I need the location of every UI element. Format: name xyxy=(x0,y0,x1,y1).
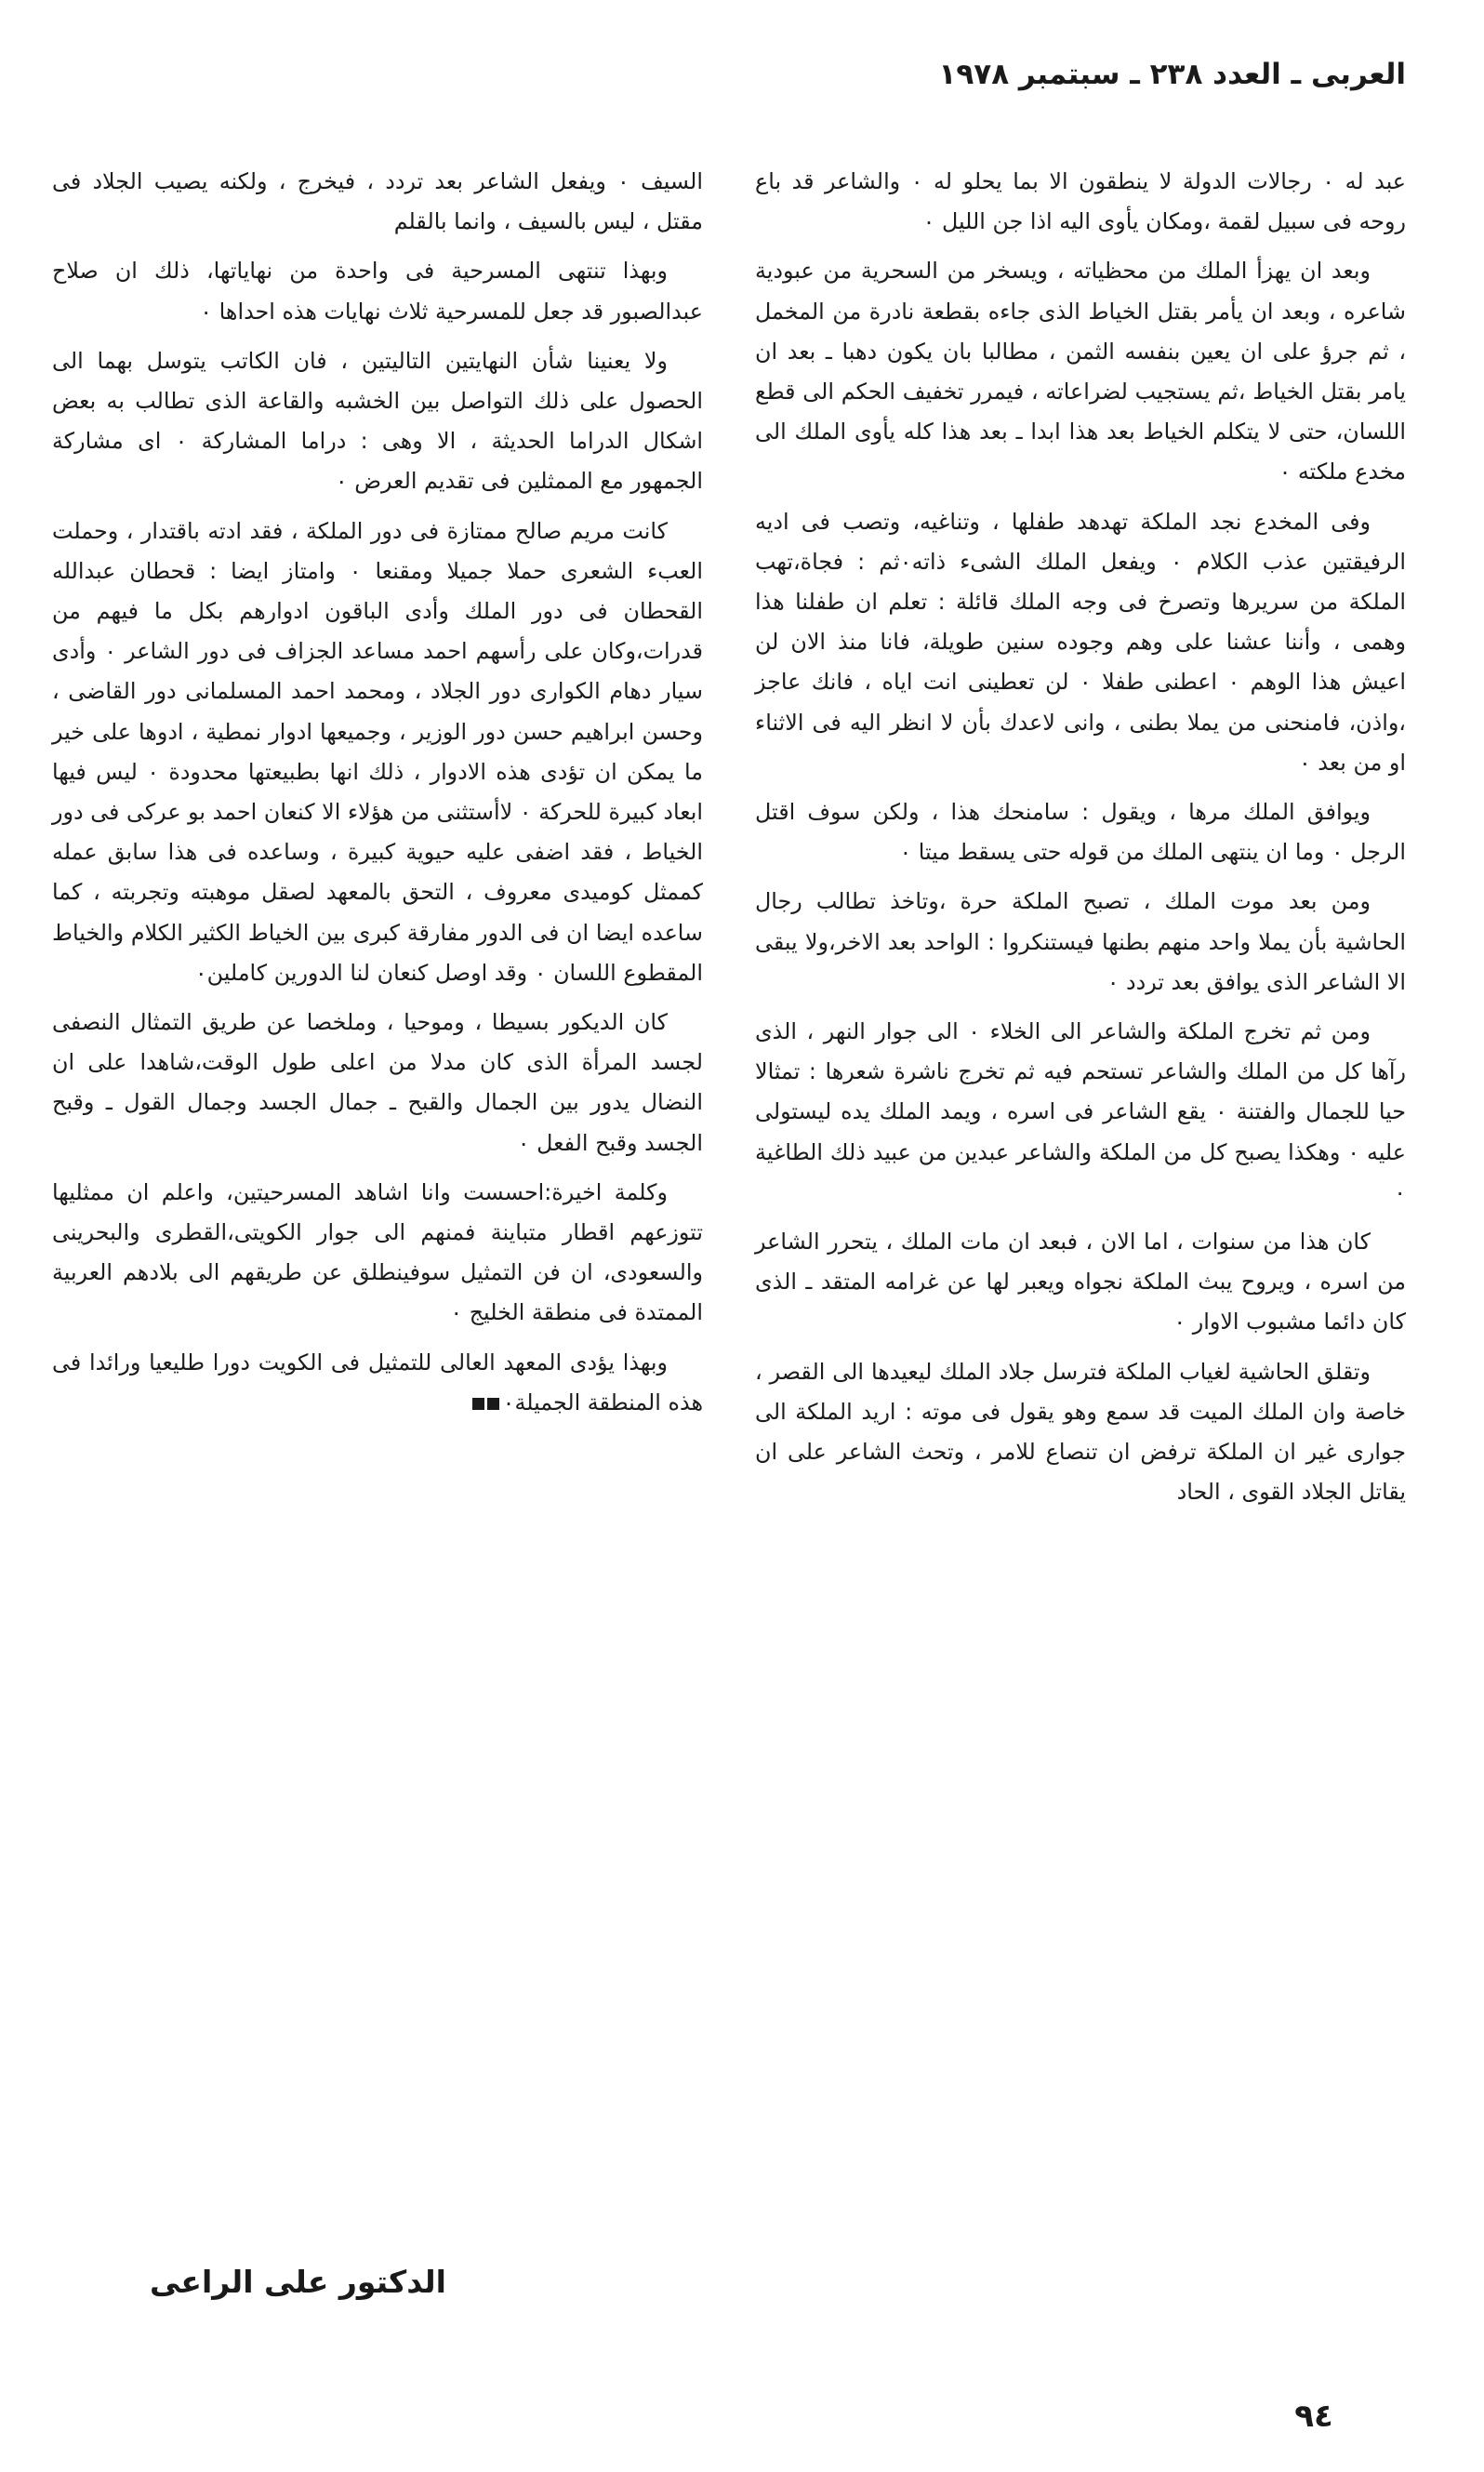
paragraph: وكلمة اخيرة:احسست وانا اشاهد المسرحيتين، واعلم ان ممثليها تتوزعهم اقطار متباينة فمنهم الى جوار الكويتى،القطرى والبحرينى والسعودى، ان فن التمثيل سوفينطلق عن طريقهم الى بلادهم العربية الممتدة فى منطقة الخليج ٠ xyxy=(52,1178,703,1326)
page-number: ٩٤ xyxy=(1294,2398,1333,2435)
paragraph: ومن ثم تخرج الملكة والشاعر الى الخلاء ٠ الى جوار النهر ، الذى رآها كل من الملك والشاعر تستحم فيه ثم تخرج ناشرة شعرها : تمثالا حيا للجمال والفتنة ٠ يقع الشاعر فى اسره ، ويمد الملك يده ليستولى عليه ٠ وهكذا يصبح كل من الملكة والشاعر عبدين من عبيد ذلك الطاغية ٠ xyxy=(755,1018,1406,1205)
paragraph: ويوافق الملك مرها ، ويقول : سامنحك هذا ، ولكن سوف اقتل الرجل ٠ وما ان ينتهى الملك من قوله حتى يسقط ميتا ٠ xyxy=(755,799,1406,866)
paragraph: كان هذا من سنوات ، اما الان ، فبعد ان مات الملك ، يتحرر الشاعر من اسره ، ويروح يبث الملكة نجواه ويعبر لها عن غرامه المتقد ـ الذى كان دائما مشبوب الاوار ٠ xyxy=(755,1229,1406,1336)
article-column-left xyxy=(52,162,703,1432)
running-header: العربى ـ العدد ٢٣٨ ـ سبتمبر ١٩٧٨ xyxy=(938,58,1406,91)
final-paragraph xyxy=(52,1343,703,1423)
paragraph: كان الديكور بسيطا ، وموحيا ، وملخصا عن طريق التمثال النصفى لجسد المرأة الذى كان مدلا من اعلى طول الوقت،شاهدا على ان النضال يدور بين الجمال والقبح ـ جمال الجسد وجمال القول ـ وقبح الجسد وقبح الفعل ٠ xyxy=(52,1009,703,1156)
article-column-right xyxy=(755,162,1406,1522)
paragraph: وفى المخدع نجد الملكة تهدهد طفلها ، وتناغيه، وتصب فى اديه الرفيقتين عذب الكلام ٠ ويفعل الملك الشىء ذاته٠ثم : فجاة،تهب الملكة من سريرها وتصرخ فى وجه الملك قائلة : تعلم ان طفلنا هذا وهمى ، وأننا عشنا على وهم وجوده سنين طويلة، فانا منذ الان لن اعيش هذا الوهم ٠ اعطنى طفلا ٠ لن تعطينى انت اياه ، فانك عاجز ،واذن، فامنحنى من يملا بطنى ، وانى لاعدك بأن لا انظر اليه فى الاثناء او من بعد ٠ xyxy=(755,508,1407,776)
paragraph: عبد له ٠ رجالات الدولة لا ينطقون الا بما يحلو له ٠ والشاعر قد باع روحه فى سبيل لقمة ،ومكان يأوى اليه اذا جن الليل ٠ xyxy=(755,168,1407,235)
paragraph: ومن بعد موت الملك ، تصبح الملكة حرة ،وتاخذ تطالب رجال الحاشية بأن يملا واحد منهم بطنها فيستنكروا : الواحد بعد الاخر،ولا يبقى الا الشاعر الذى يوافق بعد تردد ٠ xyxy=(755,888,1406,995)
end-of-article-icon xyxy=(487,1398,499,1410)
paragraph: وبهذا تنتهى المسرحية فى واحدة من نهاياتها، ذلك ان صلاح عبدالصبور قد جعل للمسرحية ثلاث نهايات هذه احداها ٠ xyxy=(52,258,703,325)
paragraph: السيف ٠ ويفعل الشاعر بعد تردد ، فيخرج ، ولكنه يصيب الجلاد فى مقتل ، ليس بالسيف ، وانما بالقلم xyxy=(52,168,703,235)
paragraph: كانت مريم صالح ممتازة فى دور الملكة ، فقد ادته باقتدار ، وحملت العبء الشعرى حملا جميلا ومقنعا ٠ وامتاز ايضا : قحطان عبدالله القحطان فى دور الملك وأدى الباقون ادوارهم بكل ما فيهم من قدرات،وكان على رأسهم احمد مساعد الجزاف فى دور الشاعر ٠ وأدى سيار دهام الكوارى دور الجلاد ، ومحمد احمد المسلمانى دور القاضى ، وحسن ابراهيم حسن دور الوزير ، وجميعها ادوار نمطية ، ادوها على خير ما يمكن ان تؤدى هذه الادوار ، ذلك انها بطبيعتها محدودة ٠ ليس فيها ابعاد كبيرة للحركة ٠ لاأستثنى من هؤلاء الا كنعان احمد بو عركى فى دور الخياط ، فقد اضفى عليه حيوية كبيرة ، وساعده فى هذا سابق عمله كممثل كوميدى معروف ، التحق بالمعهد لصقل موهبته وتجربته ، كما ساعده ايضا ان فى الدور مفارقة كبرى بين الخياط الكثير الكلام والخياط المقطوع اللسان ٠ وقد اوصل كنعان لنا الدورين كاملين٠ xyxy=(52,517,703,986)
paragraph: ولا يعنينا شأن النهايتين التاليتين ، فان الكاتب يتوسل بهما الى الحصول على ذلك التواصل بين الخشبه والقاعة الذى تطالب به بعض اشكال الدراما الحديثة ، الا وهى : دراما المشاركة ٠ اى مشاركة الجمهور مع الممثلين فى تقديم العرض ٠ xyxy=(52,347,703,495)
final-paragraph-text: وبهذا يؤدى المعهد العالى للتمثيل فى الكويت دورا طليعيا ورائدا فى هذه المنطقة الجميلة٠ xyxy=(52,1349,703,1415)
end-of-article-icon xyxy=(472,1398,484,1410)
author-signature: الدكتور على الراعى xyxy=(150,2264,446,2300)
paragraph: وبعد ان يهزأ الملك من محظياته ، ويسخر من السحرية من عبودية شاعره ، وبعد ان يأمر بقتل الخياط الذى جاءه بقطعة نادرة من المخمل ، ثم جرؤ على ان يعين بنفسه الثمن ، مطالبا بان يكون دهبا ـ بعد ان يامر بقتل الخياط ،ثم يستجيب لضراعاته ، فيمرر تخفيف الحكم الى قطع اللسان، حتى لا يتكلم الخياط بعد هذا ابدا ـ بعد هذا كله يأوى الملك الى مخدع ملكته ٠ xyxy=(755,258,1406,485)
paragraph: وتقلق الحاشية لغياب الملكة فترسل جلاد الملك ليعيدها الى القصر ، خاصة وان الملك الميت قد سمع وهو يقول فى موته : اريد الملكة الى جوارى غير ان الملكة ترفض ان تنصاع للامر ، وتحث الشاعر على ان يقاتل الجلاد القوى ، الحاد xyxy=(755,1358,1406,1506)
